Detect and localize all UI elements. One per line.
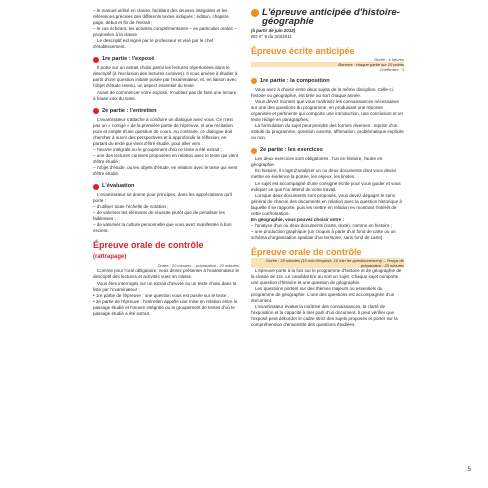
right-column xyxy=(251,8,404,328)
section-heading-expose xyxy=(93,56,239,63)
written-exam-heading: Épreuve écrite anticipée xyxy=(251,45,355,56)
list-item: – une des lectures cursives proposées en relation avec le texte qui vient d'être étudié ; xyxy=(93,152,239,164)
list-item: – l'œuvre intégrale ou le groupement d'où ce texte a été extrait ; xyxy=(93,146,222,152)
written-duration: Durée : 4 heures xyxy=(374,56,404,62)
intro-item-2: – le cas échéant, les activités complémentaires – en particulier orales – proposées à la classe. xyxy=(93,26,237,38)
intro-item-3: Le descriptif est signé par le professeur et visé par le chef d'établissement. xyxy=(93,38,214,50)
list-item: – l'objet d'étude, ou les objets d'étude, en relation avec le texte qui vient d'être étudié. xyxy=(93,164,238,177)
paragraph: En histoire, il s'agit d'analyser un ou deux documents dont vous devez mettre en évidence la portée, les enjeux, les limites. xyxy=(251,168,397,180)
main-title-block xyxy=(251,8,404,28)
list-item: • 1re partie de l'épreuve : une question vous est posée sur le texte ; xyxy=(93,292,229,298)
paragraph: Les questions portent sur des thèmes majeurs ou essentiels du programme de géographie. L'une des questions est accompagnée d'un document. xyxy=(251,286,395,304)
written-coefficient: Coefficient : 3 xyxy=(379,66,404,72)
paragraph: Vous devez montrer que vous maîtrisez les connaissances nécessaires sur une des questions du programme, en produisant une réponse organisée et pertinente qui comporte une introduction, une conclusion et un texte rédigé en paragraphes. xyxy=(251,99,403,123)
bullet-dot-icon xyxy=(251,78,257,84)
page-number: 5 xyxy=(467,467,471,473)
paragraph: Avant de commencer votre exposé, n'oubliez pas de faire une lecture à haute voix du texte. xyxy=(93,89,237,101)
main-title: L'épreuve anticipée d'histoire-géographie xyxy=(262,7,400,28)
heading-suffix: (rattrapage) xyxy=(93,254,127,261)
list-item: • 2e partie de l'épreuve : l'entretien appelle une mise en relation entre le passage étudié et l'œuvre intégrale ou le groupement de textes d'où le passage étudié a été extrait. xyxy=(93,298,238,316)
left-column xyxy=(93,8,239,317)
list-item: – l'analyse d'un ou deux documents (carte, texte), comme en histoire ; xyxy=(251,222,392,228)
section-heading-entretien xyxy=(93,108,239,115)
list-item: – de valoriser la culture personnelle que vous avez manifestée à bon escient. xyxy=(93,222,232,234)
bullet-dot-icon xyxy=(251,9,259,17)
paragraph: Vous êtes interrogés sur un extrait d'œuvre ou un texte choisi dans la liste par l'examinateur : xyxy=(93,280,237,292)
section-title: 1re partie : l'exposé xyxy=(102,56,155,63)
section-title: 1re partie : la composition xyxy=(260,77,330,84)
paragraph: L'examinateur s'attache à conduire un dialogue avec vous. Ce n'est pas un « corrigé » de la première partie de l'épreuve, ni une récitation pure et simple d'une question de cours. Au contraire, ce dialogue doit chercher à ouvrir des perspectives et à approfondir la réflexion, en partant du texte qui vient d'être étudié, pour aller vers : xyxy=(93,116,233,146)
paragraph: Il porte sur un extrait choisi parmi les lectures répertoriées dans le descriptif (à l'exclusion des lectures cursives). Il vous amène à étudier à partir d'une question initiale posée par l'examinateur, et, en liaison avec l'objet d'étude retenu, un aspect essentiel du texte. xyxy=(93,65,238,89)
bullet-dot-icon xyxy=(93,108,99,114)
section-title: 2e partie : l'entretien xyxy=(102,107,157,114)
paragraph: En géographie, vous pouvez choisir entre : xyxy=(251,216,344,222)
list-item: – d'utiliser toute l'échelle de notation ; xyxy=(93,204,169,210)
paragraph: L'examinateur se donne pour principes, dans les appréciations qu'il porte : xyxy=(93,192,233,204)
paragraph: Le sujet est accompagné d'une consigne écrite pour vous guider et vous indiquer ce que l'on attend de votre travail. xyxy=(251,180,401,192)
list-item: – une production graphique (un croquis à partir d'un fond de carte ou un schéma d'organisation spatiale d'un territoire, sans fond de carte). xyxy=(251,228,396,240)
section-heading-composition xyxy=(251,78,404,85)
section-title: 2e partie : les exercices xyxy=(260,147,323,154)
oral-control-heading: Épreuve orale de contrôle xyxy=(251,246,362,257)
oral-meta: Durée : 20 minutes – préparation : 20 minutes xyxy=(157,263,239,269)
paragraph: Lorsque deux documents sont proposés, vous devez dégager le sens général de chacun des documents en relation avec la question historique à laquelle il se rapporte, puis les mettre en relation en montrant l'intérêt de cette confrontation. xyxy=(251,192,402,216)
paragraph: La formulation du sujet peut prendre des formes diverses : reprise d'un intitulé du programme, question ouverte, affirmation, problématique explicite ou non. xyxy=(251,123,404,141)
paragraph: Les deux exercices sont obligatoires : l'un en histoire, l'autre en géographie. xyxy=(251,156,383,168)
oral-control-heading xyxy=(93,240,239,262)
oral-meta: Durée : 20 minutes (10 min d'exposé, 10 min de questionnement) – Temps de préparation : 20 minutes xyxy=(251,258,404,268)
list-item: – de valoriser les éléments de réussite plutôt que de pénaliser les faiblesses ; xyxy=(93,210,225,222)
bullet-dot-icon xyxy=(251,148,257,154)
section-heading-evaluation xyxy=(93,183,239,190)
bullet-dot-icon xyxy=(93,57,99,63)
paragraph: L'examinateur évalue la maîtrise des connaissances, la clarté de l'exposition et la capacité à tirer parti d'un document. Il peut vérifier que l'exposé peut déborder le cadre strict des sujets proposés et porter sur la compréhension d'ensemble des questions étudiées. xyxy=(251,304,398,328)
bo-reference: BO n° 9 du 3/3/2011 xyxy=(251,33,292,39)
section-title: L'évaluation xyxy=(102,183,135,190)
heading-text: Épreuve orale de contrôle xyxy=(93,240,204,251)
section-heading-exercices xyxy=(251,147,404,154)
paragraph: Vous avez à choisir entre deux sujets de la même discipline. Celle-ci, histoire ou géographie, est tirée au sort chaque année. xyxy=(251,86,394,98)
subtitle: (à partir de juin 2012) xyxy=(251,27,296,33)
written-bareme: Barème : chaque partie sur 10 points xyxy=(251,62,404,67)
bullet-dot-icon xyxy=(93,184,99,190)
paragraph: L'épreuve porte à la fois sur le programme d'histoire et de géographie de la classe de 1re. Le candidat tire au sort un sujet. Chaque sujet comporte une question d'histoire et une question de géographie. xyxy=(251,267,402,286)
paragraph: Comme pour l'oral obligatoire, vous devez présenter à l'examinateur le descriptif des lectures et activités vues en classe. xyxy=(93,268,240,280)
intro-item-1: – le manuel utilisé en classe, facilitant des œuvres intégrales et les références précises des différents textes indiqués : édition, chapitre, page, début et fin de l'extrait ; xyxy=(93,8,230,26)
